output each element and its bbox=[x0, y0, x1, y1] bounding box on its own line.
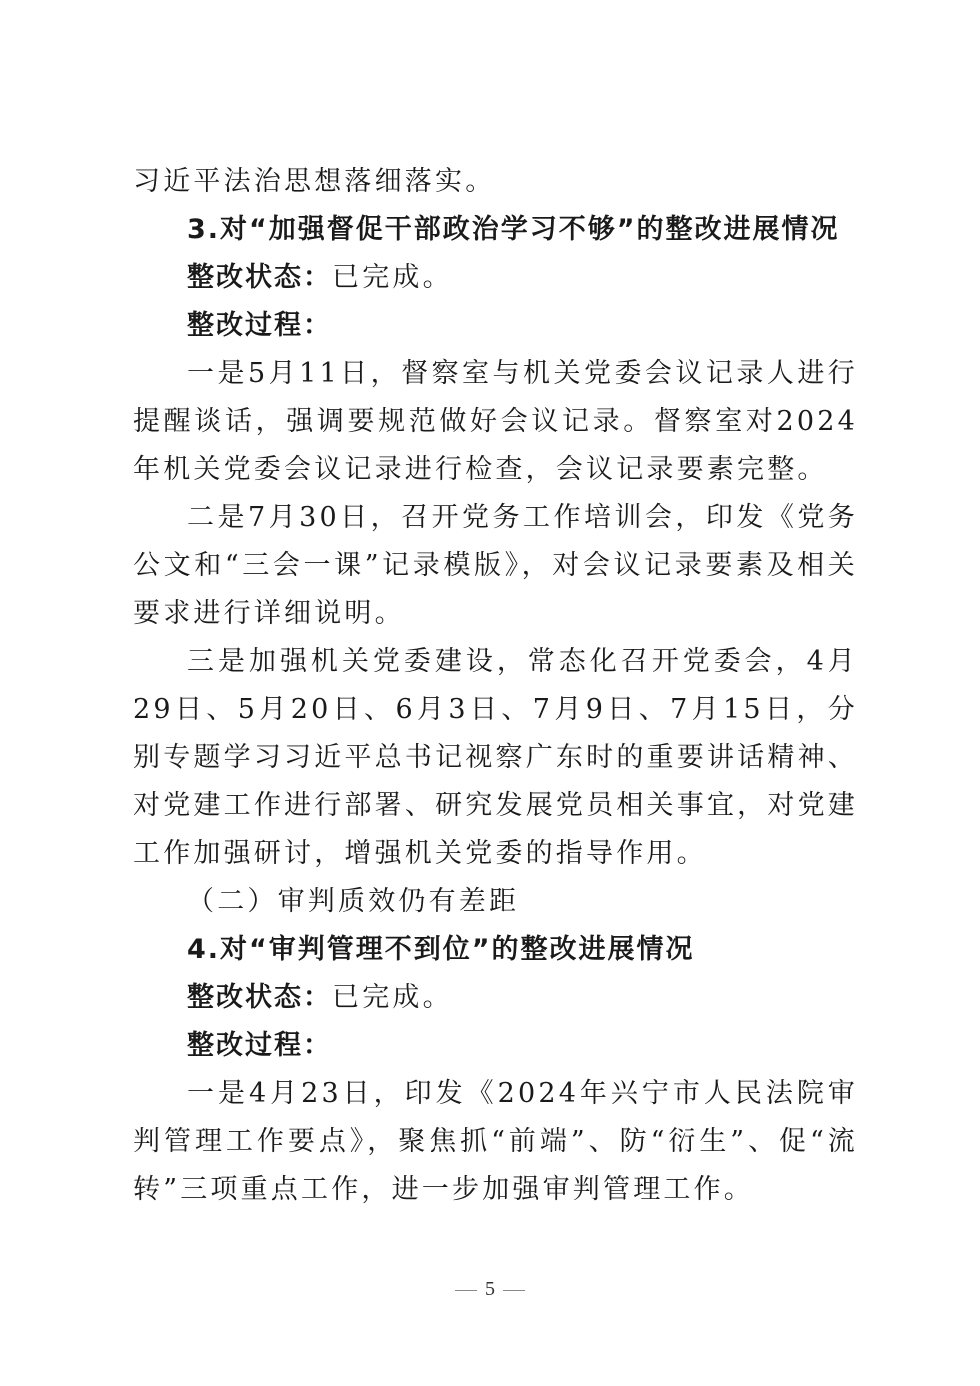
item-3-heading: 3.对“加强督促干部政治学习不够”的整改进展情况 bbox=[187, 214, 840, 245]
status-label: 整改状态： bbox=[187, 982, 332, 1013]
process-label-1: 整改过程： bbox=[187, 310, 332, 341]
paragraph-3: 三是加强机关党委建设，常态化召开党委会，4月29日、5月20日、6月3日、7月9日、7月15日，分别专题学习习近平总书记视察广东时的重要讲话精神、对党建工作进行部署、研究发展党员相关事宜，对党建工作加强研讨，增强机关党委的指导作用。 bbox=[133, 646, 858, 869]
page-number: 5 bbox=[485, 1278, 495, 1300]
status-value: 已完成。 bbox=[332, 982, 453, 1013]
status-line-1 bbox=[133, 254, 858, 302]
paragraph-continuation: 习近平法治思想落细落实。 bbox=[133, 166, 496, 197]
document-body bbox=[133, 158, 858, 1214]
status-label: 整改状态： bbox=[187, 262, 332, 293]
paragraph-2: 二是7月30日，召开党务工作培训会，印发《党务公文和“三会一课”记录模版》，对会议记录要素及相关要求进行详细说明。 bbox=[133, 502, 858, 629]
paragraph-4: 一是4月23日，印发《2024年兴宁市人民法院审判管理工作要点》，聚焦抓“前端”、防“衍生”、促“流转”三项重点工作，进一步加强审判管理工作。 bbox=[133, 1078, 858, 1205]
paragraph-1: 一是5月11日，督察室与机关党委会议记录人进行提醒谈话，强调要规范做好会议记录。督察室对2024年机关党委会议记录进行检查，会议记录要素完整。 bbox=[133, 358, 858, 485]
dash-left bbox=[455, 1290, 477, 1291]
dash-right bbox=[503, 1290, 525, 1291]
page-number-footer bbox=[0, 1278, 980, 1301]
section-heading-2: （二）审判质效仍有差距 bbox=[187, 886, 520, 917]
status-line-2 bbox=[133, 974, 858, 1022]
process-label-2: 整改过程： bbox=[187, 1030, 332, 1061]
status-value: 已完成。 bbox=[332, 262, 453, 293]
item-4-heading: 4.对“审判管理不到位”的整改进展情况 bbox=[187, 934, 695, 965]
